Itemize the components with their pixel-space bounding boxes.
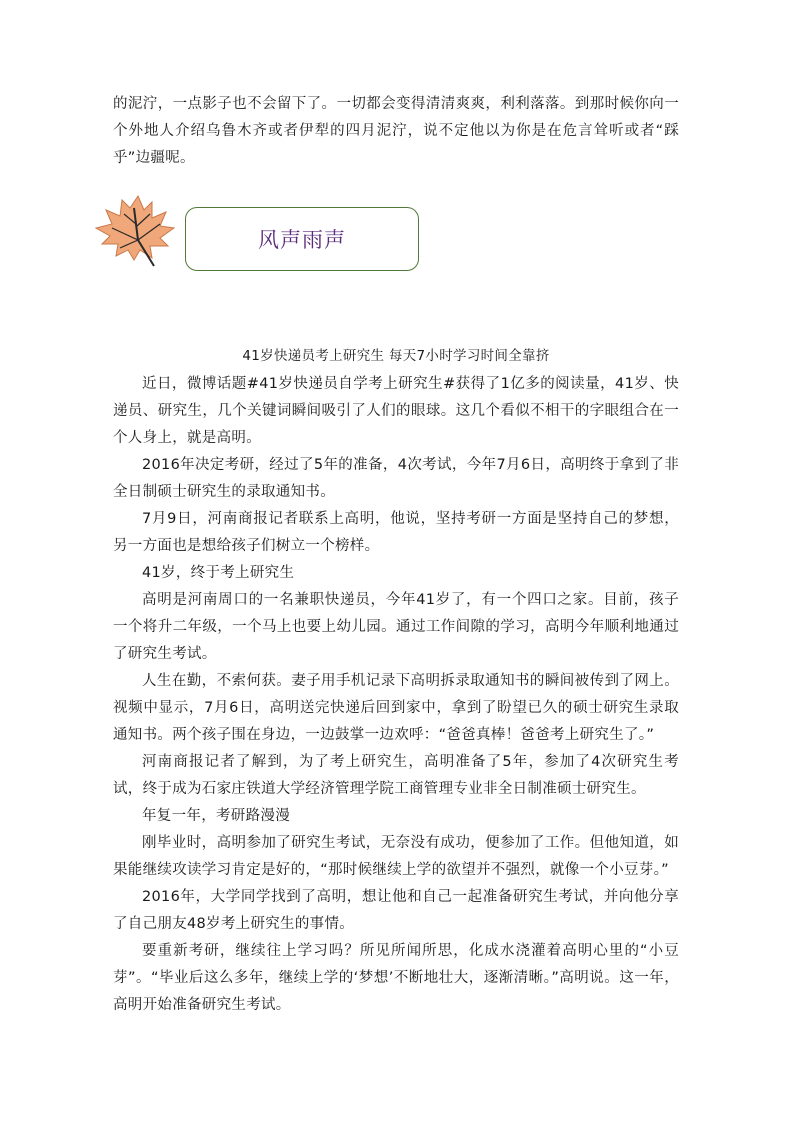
article-paragraph: 近日，微博话题#41岁快递员自学考上研究生#获得了1亿多的阅读量，41岁、快递员、研究生，几个关键词瞬间吸引了人们的眼球。这几个看似不相干的字眼组合在一个人身上，就是高明。	[113, 376, 679, 446]
article-paragraph: 7月9日，河南商报记者联系上高明，他说，坚持考研一方面是坚持自己的梦想，另一方面也是想给孩子们树立一个榜样。	[113, 511, 679, 554]
article-subheading: 41岁，终于考上研究生	[142, 565, 295, 581]
section-title-box	[185, 207, 419, 271]
intro-paragraph: 的泥泞，一点影子也不会留下了。一切都会变得清清爽爽，利利落落。到那时候你向一个外地人介绍乌鲁木齐或者伊犁的四月泥泞，说不定他以为你是在危言耸听或者“踩乎”边疆呢。	[113, 96, 679, 166]
maple-leaf-icon	[94, 194, 176, 270]
section-title: 风声雨声	[258, 228, 346, 252]
article-paragraph: 河南商报记者了解到，为了考上研究生，高明准备了5年，参加了4次研究生考试，终于成为石家庄铁道大学经济管理学院工商管理专业非全日制准硕士研究生。	[113, 754, 679, 797]
article-paragraph: 人生在勤，不索何获。妻子用手机记录下高明拆录取通知书的瞬间被传到了网上。视频中显示，7月6日，高明送完快递后回到家中，拿到了盼望已久的硕士研究生录取通知书。两个孩子围在身边，一边鼓掌一边欢呼：“爸爸真棒！爸爸考上研究生了。”	[113, 673, 679, 743]
article-subheading: 年复一年，考研路漫漫	[142, 808, 290, 824]
article-paragraph: 要重新考研，继续往上学习吗？所见所闻所思，化成水浇灌着高明心里的“小豆芽”。“毕业后这么多年，继续上学的‘梦想’不断地壮大，逐渐清晰。”高明说。这一年，高明开始准备研究生考试。	[113, 943, 679, 1013]
article-paragraph: 2016年，大学同学找到了高明，想让他和自己一起准备研究生考试，并向他分享了自己朋友48岁考上研究生的事情。	[113, 889, 679, 932]
article-paragraph: 2016年决定考研，经过了5年的准备，4次考试，今年7月6日，高明终于拿到了非全日制硕士研究生的录取通知书。	[113, 457, 679, 500]
article-paragraph: 刚毕业时，高明参加了研究生考试，无奈没有成功，便参加了工作。但他知道，如果能继续攻读学习肯定是好的，“那时候继续上学的欲望并不强烈，就像一个小豆芽。”	[113, 835, 679, 878]
article-headline: 41岁快递员考上研究生 每天7小时学习时间全靠挤	[242, 348, 550, 364]
article-paragraph: 高明是河南周口的一名兼职快递员，今年41岁了，有一个四口之家。目前，孩子一个将升二年级，一个马上也要上幼儿园。通过工作间隙的学习，高明今年顺利地通过了研究生考试。	[113, 592, 679, 662]
